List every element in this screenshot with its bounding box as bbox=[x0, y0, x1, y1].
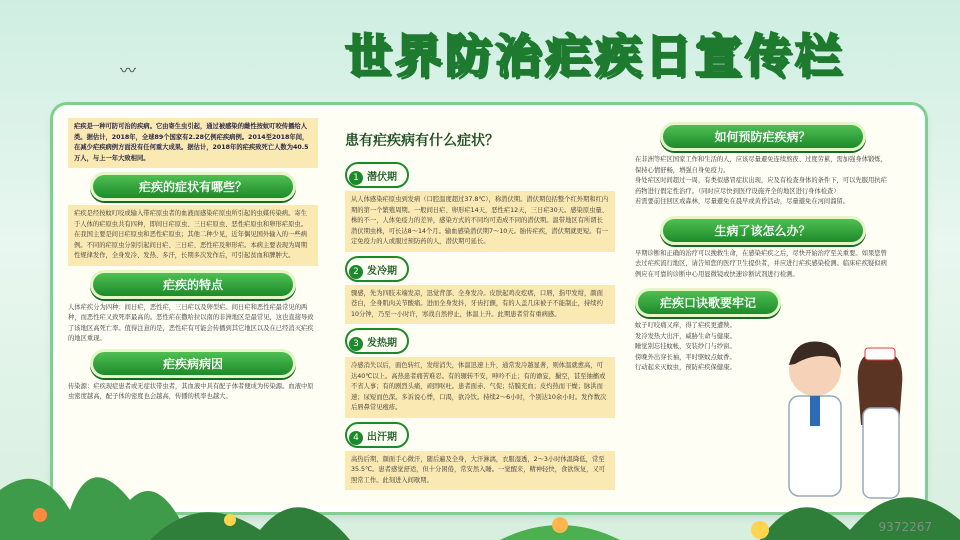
section-heading: 疟疾口诀歌要牢记 bbox=[635, 288, 781, 317]
section-body: 人体疟疾分为四种：间日疟，恶性疟，三日疟以及卵型疟。间日疟和恶性疟最常见的两种，而恶性疟又致死率最高的。恶性疟在撒哈拉以南的非洲地区是最常见，这也直接导致了该地区高死亡率。值得注意的是，恶性疟有可能会传播到其它地区以及在已经消灭疟疾的地区重现。 bbox=[68, 303, 314, 342]
section-paragraph: 在非洲等疟区国家工作和生活的人，应该尽量避免连续熬夜、过度劳累，需加强身体锻炼，保持心情舒畅，增强自身免疫力。 bbox=[635, 156, 887, 174]
section-paragraph: 若需要前往回区或森林，尽量避免在晨早或黄昏活动，尽量避免在河间溜留。 bbox=[635, 198, 850, 205]
rhyme-list bbox=[635, 321, 775, 374]
stage-name: 出汗期 bbox=[367, 431, 397, 443]
section-heading: 疟疾的特点 bbox=[90, 270, 296, 299]
section-heading: 疟疾的症状有哪些？ bbox=[90, 172, 296, 201]
section-body: 疟疾是经按蚊叮咬或输入带疟原虫者的血液而感染疟原虫所引起的虫媒传染病。寄生于人体的疟原虫共有四种，即间日疟原虫、三日疟原虫、恶性疟原虫和卵形疟原虫。在我国主要是间日疟原虫和恶性疟原虫；其他二种少见，近年偶见国外输入的一些病例。不同的疟原虫分别引起间日疟、三日疟、恶性疟及卵形疟。本病主要表现为周期性规律发作，全身发冷、发热、多汗，长期多次发作后，可引起贫血和脾肿大。 bbox=[68, 205, 318, 266]
stage-number: 3 bbox=[349, 337, 363, 351]
stage-body: 冷感消失以后，面色转红，发绀消失，体温迅速上升，通常发冷越显著，则体温就愈高，可达40℃以上。高热患者痛苦难忍。有的辗转不安，呻吟不止；有的谵妄，撮空，甚至抽搐或不省人事；有的剧烈头痛，顽固呕吐。患者面赤、气促；结膜充血；皮灼热而干燥；脉洪而速；尿短而色深。多诉说心悸，口渴，欲冷饮。持续2～6小时，个别达10余小时。发作数次后唇鼻常见疱疹。 bbox=[345, 357, 615, 418]
symptoms-title: 患有疟疾病有什么症状？ bbox=[345, 133, 499, 149]
rhyme-line: 发冷发热大出汗，威胁生命与健康。 bbox=[635, 332, 736, 340]
section-body: 传染源：疟疾现症患者或无症状带虫者，其血液中具有配子体者便成为传染源。血液中原虫密度越高，配子体的密度也会越高，传播的机率也越大。 bbox=[68, 382, 314, 400]
rhyme-line: 蚊子叮咬痛又痒，得了疟疾更遭殃。 bbox=[635, 322, 736, 329]
stage-body: 高热后期，颜面手心微汗，随后遍及全身，大汗淋漓，衣服湿透，2～3小时体温降低，常至35.5℃。患者感觉舒适，但十分困倦，常安然入睡。一觉醒来，精神轻快，食欲恢复，又可照常工作。此刻进入间歇期。 bbox=[345, 451, 615, 491]
page-title: 世界防治疟疾日宣传栏 bbox=[345, 29, 845, 83]
section-heading: 生病了该怎么办？ bbox=[660, 216, 866, 245]
stage-body: 从人体感染疟原虫到发病（口腔温度超过37.8℃），称潜伏期。潜伏期包括整个红外期和红内期的第一个繁殖周期。一般间日疟、卵形疟14天，恶性疟12天，三日疟30天。感染原虫量、株的不一，人体免疫力的差异，感染方式的不同均可造成不同的潜伏期。温带地区有所谓长潜伏期虫株，可长达8～14个月。输血感染潜伏期7～10天。胎传疟疾，潜伏期就更短。有一定免疫力的人或服过预防药的人，潜伏期可延长。 bbox=[345, 191, 615, 252]
stage-number: 1 bbox=[349, 171, 363, 185]
stage-number: 4 bbox=[349, 431, 363, 445]
doctor-nurse-illustration bbox=[775, 330, 925, 530]
rhyme-line: 睡觉别忘挂蚊帐，安装纱门与纱窗。 bbox=[635, 343, 736, 350]
stage-label bbox=[345, 256, 409, 282]
left-column bbox=[68, 118, 318, 403]
stage-body: 骤感，先为四肢末端发凉，迅觉背部、全身发冷。皮肤起鸡皮疙瘩，口唇，指甲发绀，颜面苍白，全身肌肉关节酸痛。进而全身发抖，牙齿打颤，有的人盖几床被子不能制止，持续约10分钟，乃至一小时许，寒战自然停止，体温上升。此期患者常有重病感。 bbox=[345, 285, 615, 325]
rhyme-line: 行动起来灭蚊虫，预防疟疾保健康。 bbox=[635, 364, 736, 371]
stage-label bbox=[345, 162, 409, 188]
section-heading: 如何预防疟疾病？ bbox=[660, 122, 866, 151]
stage-name: 发热期 bbox=[367, 338, 397, 349]
watermark: 9372267 bbox=[878, 520, 932, 534]
section-heading: 疟疾病病因 bbox=[90, 349, 296, 378]
stage-number: 2 bbox=[349, 265, 363, 279]
section-paragraph: 身处疟区时间超过一周，有类似感冒症状出现，应及有检查身体的条件下，可以先服用抗疟药物进行假定性治疗。（同时应尽快到医疗设施齐全的地区进行身体检查） bbox=[635, 177, 887, 195]
stage-name: 潜伏期 bbox=[367, 172, 397, 183]
stage-label bbox=[345, 328, 409, 354]
intro-text: 疟疾是一种可防可治的疾病。它由寄生虫引起，通过被感染的雌性按蚊叮咬传播给人类。据估计，2018年，全球89个国家有2.28亿例疟疾病例。2014至2018年间，在减少疟疾病例方面没有任何重大成果。据估计，2018年的疟疾致死亡人数为40.5万人，与上一年大致相同。 bbox=[68, 118, 318, 168]
stage-name: 发冷期 bbox=[367, 265, 397, 277]
section-paragraph: 早期诊断和正确的治疗可以挽救生命，在感染疟疾之后，尽快开始治疗至关重要。如果您曾去过疟疾流行地区，请告知您的医疗卫生提供者，并应进行疟疾感染检测。临床疟疾疑似病例应在可靠的诊断中心用显微镜或快速诊断试剂进行检测。 bbox=[635, 249, 887, 278]
rhyme-line: 傍晚外出穿长袖，平时驱蚊点蚊香。 bbox=[635, 353, 736, 361]
bird-icon: 〰 bbox=[120, 61, 137, 80]
